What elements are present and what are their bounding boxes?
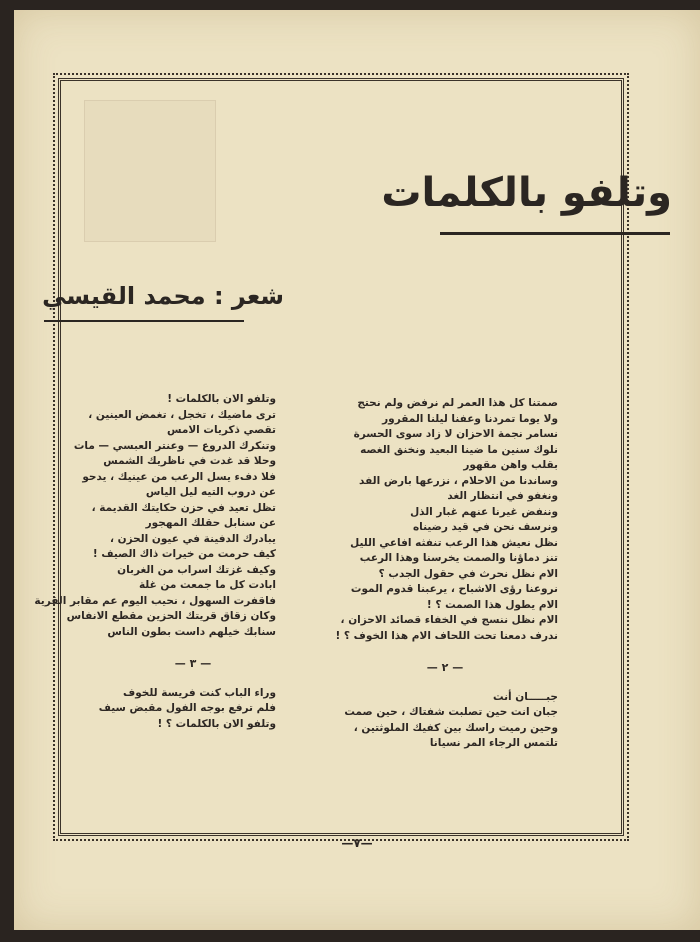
section-number-2: — ٢ — [426, 661, 464, 674]
stanza-one [332, 396, 558, 644]
verse-line: وتنكرك الدروع — وعنتر العبسي — مات [73, 439, 276, 452]
verse-line: الام يطول هذا الصمت ؟ ! [426, 598, 558, 611]
section-number-3: — ٣ — [174, 657, 212, 670]
verse-line: صمتنا كل هذا العمر لم نرفض ولم نحتج [357, 397, 558, 409]
verse-line: سنابك خيلهم داست بطون الناس [107, 625, 276, 638]
verse-line: بقلب واهن مقهور [463, 459, 558, 471]
verse-line: ندرف دمعنا تحت اللحاف الام هذا الخوف ؟ ! [335, 629, 558, 642]
verse-line: وراء الباب كنت فريسة للخوف [123, 686, 276, 699]
verse-line: ونرسف نحن في قيد رضيناه [412, 521, 558, 533]
verse-line: نلوك سنين ما ضينا البعيد ونخنق الغصه [360, 443, 558, 456]
magazine-page [14, 10, 700, 930]
verse-line: وحين رميت راسك بين كفيك الملوثتين ، [353, 721, 558, 734]
title-underline [440, 232, 670, 235]
verse-line: وكيف غزتك اسراب من الغربان [117, 563, 276, 576]
verse-line: وتلفو الان بالكلمات ! [167, 393, 276, 405]
verse-line: وتلفو الان بالكلمات ؟ ! [157, 717, 276, 730]
verse-line: نروعنا رؤى الاشباح ، يرعبنا قدوم الموت [350, 583, 558, 595]
verse-line: نظل نعيش هذا الرعب تنفثه افاعي الليل [350, 536, 558, 549]
verse-line: الام نظل نحرث في حقول الجدب ؟ [378, 567, 558, 580]
verse-line: فاقفرت السهول ، نحيب اليوم عم مقابر القرية [34, 594, 276, 607]
stanza-one [34, 392, 276, 640]
stanza-two [98, 686, 276, 733]
verse-line: جبان انت حين تصلبت شفتاك ، حين صمت [344, 706, 558, 718]
verse-line: وساندنا من الاحلام ، نزرعها بارض الفد [359, 474, 558, 487]
left-column [34, 392, 276, 732]
verse-line: تلتمس الرجاء المر نسيانا [429, 737, 558, 749]
poem-title: وتلفو بالكلمات [381, 170, 672, 216]
page-number: —٧— [341, 836, 373, 850]
right-column [332, 396, 558, 752]
byline-underline [44, 320, 244, 322]
verse-line: ولا يوما تمردنا وعفنا ليلنا المقرور [382, 412, 558, 425]
verse-line: جبـــــان أنت [492, 690, 558, 703]
verse-line: فلم ترفع بوجه الفول مقبض سيف [98, 702, 276, 714]
verse-line: نسامر نجمة الاحزان لا زاد سوى الحسرة [353, 428, 558, 440]
verse-line: ونغفو في انتظار الغد [447, 490, 558, 502]
verse-line: وننفض غيرنا عنهم غبار الذل [410, 505, 558, 518]
verse-line: فلا دفء يسل الرعب من عينيك ، يدحو [82, 470, 276, 483]
verse-line: يبادرك الدفينة في عيون الحزن ، [109, 532, 276, 545]
verse-line: ابادت كل ما جمعت من غلة [138, 579, 276, 591]
poet-byline: شعر : محمد القيسي [42, 282, 284, 310]
verse-line: تظل تعيد في حزن حكايتك القديمة ، [91, 501, 276, 514]
verse-line: الام نظل ننسج في الخفاء قصائد الاحزان ، [340, 614, 558, 626]
verse-line: ترى ماضيك ، تخجل ، تغمض العينين ، [88, 408, 276, 421]
verse-line: تقصي ذكريات الامس [166, 424, 276, 436]
stanza-two [332, 690, 558, 752]
verse-line: تنز دماؤنا والصمت يخرسنا وهذا الرعب [359, 552, 558, 564]
verse-line: كيف حرمت من خيرات ذاك الصيف ! [92, 548, 276, 560]
verse-line: عن دروب التيه ليل الياس [145, 486, 276, 498]
verse-line: وحلا قد غدت في ناظريك الشمس [103, 455, 276, 467]
verse-line: عن سنابل حقلك المهجور [145, 517, 276, 529]
verse-line: وكان زقاق قريتك الحزين مقطع الانفاس [66, 610, 276, 622]
